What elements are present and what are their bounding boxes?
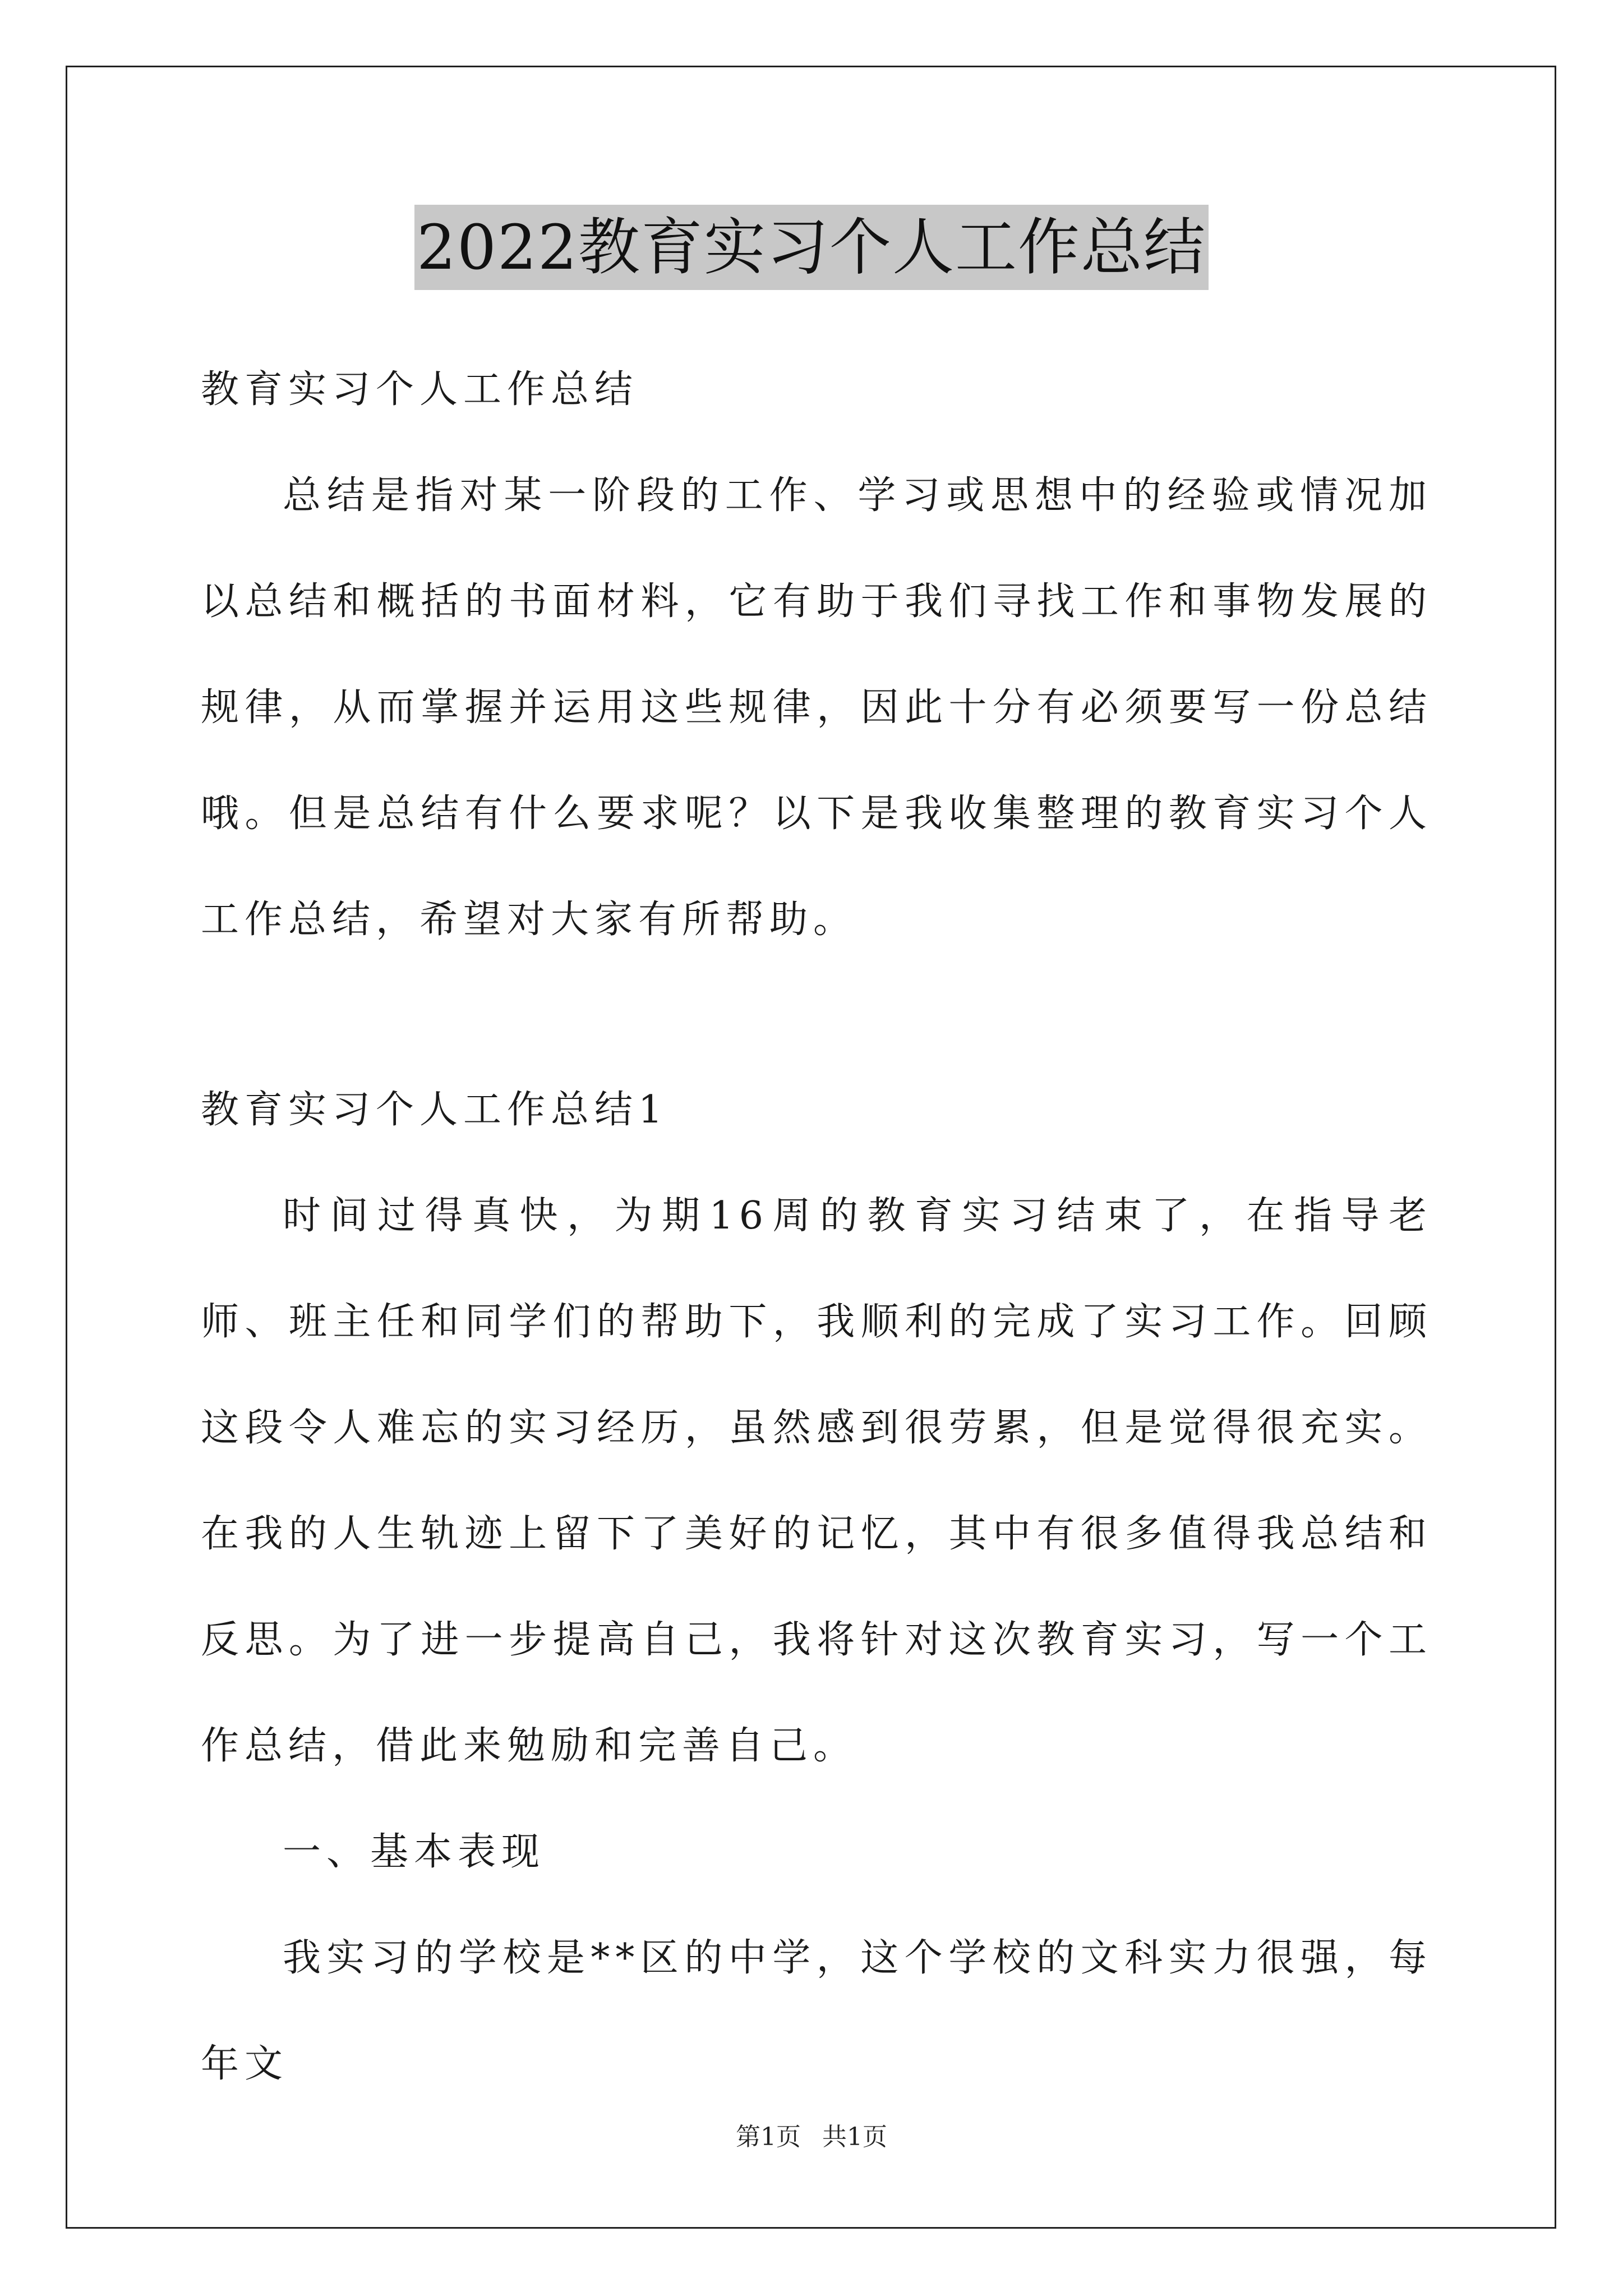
- title-container: [0, 205, 1623, 290]
- page-number-total: 共1页: [822, 2123, 887, 2151]
- document-subtitle: 教育实习个人工作总结: [201, 367, 639, 412]
- heading-basic-performance: 一、基本表现: [283, 1830, 546, 1874]
- document-title: 2022教育实习个人工作总结: [414, 205, 1209, 290]
- page-number-current: 第1页: [736, 2123, 801, 2151]
- section-title: 教育实习个人工作总结1: [201, 1088, 668, 1132]
- last-paragraph: 我实习的学校是**区的中学，这个学校的文科实力很强，每年文: [201, 1936, 1432, 2086]
- section-paragraph: 时间过得真快，为期16周的教育实习结束了，在指导老师、班主任和同学们的帮助下，我顺利的完成了实习工作。回顾这段令人难忘的实习经历，虽然感到很劳累，但是觉得很充实。在我的人生轨迹上留下了美好的记忆，其中有很多值得我总结和反思。为了进一步提高自己，我将针对这次教育实习，写一个工作总结，借此来勉励和完善自己。: [201, 1194, 1432, 1768]
- document-body: [201, 337, 1432, 2117]
- page-footer: [0, 2120, 1623, 2154]
- intro-paragraph: 总结是指对某一阶段的工作、学习或思想中的经验或情况加以总结和概括的书面材料，它有助于我们寻找工作和事物发展的规律，从而掌握并运用这些规律，因此十分有必须要写一份总结哦。但是总结有什么要求呢？以下是我收集整理的教育实习个人工作总结，希望对大家有所帮助。: [201, 473, 1432, 942]
- spacer: [201, 973, 1432, 1057]
